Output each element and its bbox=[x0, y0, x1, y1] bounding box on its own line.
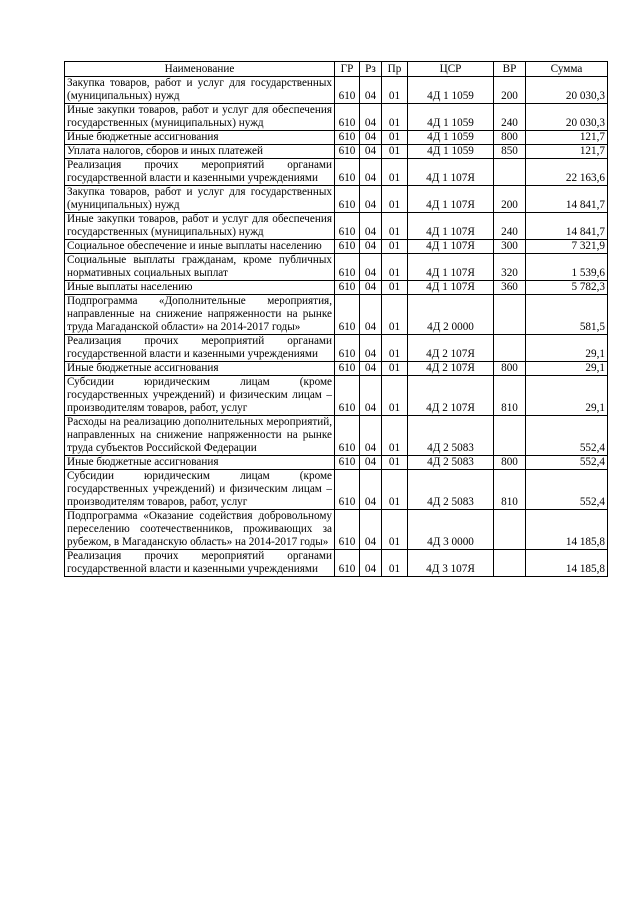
cell-rz: 04 bbox=[360, 186, 382, 213]
table-row bbox=[65, 281, 608, 295]
cell-name: Иные закупки товаров, работ и услуг для обеспечения государственных (муниципальных) нужд bbox=[65, 104, 335, 131]
cell-rz: 04 bbox=[360, 335, 382, 362]
cell-vr: 200 bbox=[494, 77, 526, 104]
cell-sum: 14 841,7 bbox=[526, 213, 608, 240]
cell-gr: 610 bbox=[335, 240, 360, 254]
cell-gr: 610 bbox=[335, 376, 360, 416]
cell-csr: 4Д 3 107Я bbox=[408, 550, 494, 577]
cell-gr: 610 bbox=[335, 470, 360, 510]
cell-gr: 610 bbox=[335, 295, 360, 335]
cell-pr: 01 bbox=[382, 470, 408, 510]
cell-name: Социальное обеспечение и иные выплаты населению bbox=[65, 240, 335, 254]
cell-pr: 01 bbox=[382, 145, 408, 159]
cell-csr: 4Д 1 107Я bbox=[408, 254, 494, 281]
cell-pr: 01 bbox=[382, 295, 408, 335]
cell-vr bbox=[494, 335, 526, 362]
cell-sum: 29,1 bbox=[526, 362, 608, 376]
cell-pr: 01 bbox=[382, 335, 408, 362]
cell-name: Реализация прочих мероприятий органами государственной власти и казенными учреждениями bbox=[65, 550, 335, 577]
cell-vr: 240 bbox=[494, 104, 526, 131]
cell-name: Иные бюджетные ассигнования bbox=[65, 131, 335, 145]
table-row bbox=[65, 145, 608, 159]
cell-name: Реализация прочих мероприятий органами государственной власти и казенными учреждениями bbox=[65, 335, 335, 362]
cell-gr: 610 bbox=[335, 145, 360, 159]
cell-csr: 4Д 1 1059 bbox=[408, 131, 494, 145]
cell-csr: 4Д 2 107Я bbox=[408, 376, 494, 416]
cell-pr: 01 bbox=[382, 550, 408, 577]
cell-gr: 610 bbox=[335, 550, 360, 577]
cell-name: Иные закупки товаров, работ и услуг для обеспечения государственных (муниципальных) нужд bbox=[65, 213, 335, 240]
cell-sum: 552,4 bbox=[526, 416, 608, 456]
cell-csr: 4Д 1 107Я bbox=[408, 213, 494, 240]
header-pr: Пр bbox=[382, 62, 408, 77]
cell-name: Уплата налогов, сборов и иных платежей bbox=[65, 145, 335, 159]
cell-csr: 4Д 1 107Я bbox=[408, 159, 494, 186]
cell-csr: 4Д 2 107Я bbox=[408, 362, 494, 376]
cell-gr: 610 bbox=[335, 362, 360, 376]
cell-rz: 04 bbox=[360, 416, 382, 456]
cell-sum: 581,5 bbox=[526, 295, 608, 335]
cell-csr: 4Д 3 0000 bbox=[408, 510, 494, 550]
table-header-row bbox=[65, 62, 608, 77]
table-row bbox=[65, 362, 608, 376]
cell-vr: 800 bbox=[494, 131, 526, 145]
cell-gr: 610 bbox=[335, 77, 360, 104]
cell-vr bbox=[494, 550, 526, 577]
cell-csr: 4Д 2 5083 bbox=[408, 456, 494, 470]
cell-sum: 22 163,6 bbox=[526, 159, 608, 186]
cell-pr: 01 bbox=[382, 159, 408, 186]
cell-rz: 04 bbox=[360, 213, 382, 240]
cell-gr: 610 bbox=[335, 131, 360, 145]
cell-pr: 01 bbox=[382, 376, 408, 416]
cell-pr: 01 bbox=[382, 131, 408, 145]
cell-pr: 01 bbox=[382, 104, 408, 131]
table-row bbox=[65, 254, 608, 281]
table-row bbox=[65, 295, 608, 335]
cell-sum: 29,1 bbox=[526, 335, 608, 362]
cell-rz: 04 bbox=[360, 104, 382, 131]
table-row bbox=[65, 186, 608, 213]
cell-vr: 300 bbox=[494, 240, 526, 254]
table-row bbox=[65, 550, 608, 577]
cell-gr: 610 bbox=[335, 159, 360, 186]
cell-vr: 850 bbox=[494, 145, 526, 159]
table-row bbox=[65, 159, 608, 186]
cell-gr: 610 bbox=[335, 104, 360, 131]
table-row bbox=[65, 213, 608, 240]
cell-gr: 610 bbox=[335, 510, 360, 550]
cell-name: Социальные выплаты гражданам, кроме публичных нормативных социальных выплат bbox=[65, 254, 335, 281]
cell-rz: 04 bbox=[360, 295, 382, 335]
cell-rz: 04 bbox=[360, 362, 382, 376]
cell-vr: 800 bbox=[494, 362, 526, 376]
header-gr: ГР bbox=[335, 62, 360, 77]
cell-rz: 04 bbox=[360, 470, 382, 510]
cell-gr: 610 bbox=[335, 254, 360, 281]
budget-table bbox=[64, 61, 608, 577]
cell-name: Закупка товаров, работ и услуг для государственных (муниципальных) нужд bbox=[65, 186, 335, 213]
cell-rz: 04 bbox=[360, 254, 382, 281]
cell-vr: 200 bbox=[494, 186, 526, 213]
cell-name: Субсидии юридическим лицам (кроме государственных учреждений) и физическим лицам – производителям товаров, работ, услуг bbox=[65, 470, 335, 510]
cell-gr: 610 bbox=[335, 281, 360, 295]
cell-rz: 04 bbox=[360, 77, 382, 104]
cell-pr: 01 bbox=[382, 456, 408, 470]
cell-gr: 610 bbox=[335, 186, 360, 213]
cell-sum: 552,4 bbox=[526, 456, 608, 470]
cell-name: Реализация прочих мероприятий органами государственной власти и казенными учреждениями bbox=[65, 159, 335, 186]
header-csr: ЦСР bbox=[408, 62, 494, 77]
cell-vr: 810 bbox=[494, 376, 526, 416]
cell-name: Иные бюджетные ассигнования bbox=[65, 456, 335, 470]
cell-vr: 360 bbox=[494, 281, 526, 295]
cell-sum: 7 321,9 bbox=[526, 240, 608, 254]
table-row bbox=[65, 376, 608, 416]
cell-vr: 320 bbox=[494, 254, 526, 281]
cell-csr: 4Д 1 107Я bbox=[408, 281, 494, 295]
cell-pr: 01 bbox=[382, 77, 408, 104]
cell-sum: 29,1 bbox=[526, 376, 608, 416]
cell-pr: 01 bbox=[382, 416, 408, 456]
table-row bbox=[65, 104, 608, 131]
cell-sum: 552,4 bbox=[526, 470, 608, 510]
cell-pr: 01 bbox=[382, 510, 408, 550]
cell-sum: 1 539,6 bbox=[526, 254, 608, 281]
cell-csr: 4Д 1 107Я bbox=[408, 186, 494, 213]
cell-rz: 04 bbox=[360, 131, 382, 145]
cell-sum: 14 185,8 bbox=[526, 550, 608, 577]
table-row bbox=[65, 470, 608, 510]
cell-name: Субсидии юридическим лицам (кроме государственных учреждений) и физическим лицам – производителям товаров, работ, услуг bbox=[65, 376, 335, 416]
cell-pr: 01 bbox=[382, 281, 408, 295]
cell-vr bbox=[494, 295, 526, 335]
cell-pr: 01 bbox=[382, 254, 408, 281]
cell-rz: 04 bbox=[360, 550, 382, 577]
cell-name: Закупка товаров, работ и услуг для государственных (муниципальных) нужд bbox=[65, 77, 335, 104]
cell-sum: 14 841,7 bbox=[526, 186, 608, 213]
cell-vr bbox=[494, 159, 526, 186]
cell-vr bbox=[494, 510, 526, 550]
cell-name: Иные бюджетные ассигнования bbox=[65, 362, 335, 376]
cell-rz: 04 bbox=[360, 376, 382, 416]
cell-csr: 4Д 2 107Я bbox=[408, 335, 494, 362]
cell-gr: 610 bbox=[335, 213, 360, 240]
header-vr: ВР bbox=[494, 62, 526, 77]
cell-csr: 4Д 1 1059 bbox=[408, 104, 494, 131]
cell-name: Подпрограмма «Оказание содействия добровольному переселению соотечественников, проживающих за рубежом, в Магаданскую область» на 2014-2017 годы» bbox=[65, 510, 335, 550]
cell-vr bbox=[494, 416, 526, 456]
table-row bbox=[65, 456, 608, 470]
cell-name: Расходы на реализацию дополнительных мероприятий, направленных на снижение напряженности на рынке труда субъектов Российской Федерации bbox=[65, 416, 335, 456]
cell-pr: 01 bbox=[382, 186, 408, 213]
cell-gr: 610 bbox=[335, 335, 360, 362]
cell-sum: 121,7 bbox=[526, 145, 608, 159]
cell-csr: 4Д 1 1059 bbox=[408, 77, 494, 104]
cell-rz: 04 bbox=[360, 240, 382, 254]
cell-vr: 800 bbox=[494, 456, 526, 470]
cell-csr: 4Д 2 5083 bbox=[408, 416, 494, 456]
cell-vr: 240 bbox=[494, 213, 526, 240]
cell-rz: 04 bbox=[360, 159, 382, 186]
header-rz: Рз bbox=[360, 62, 382, 77]
cell-vr: 810 bbox=[494, 470, 526, 510]
cell-csr: 4Д 1 107Я bbox=[408, 240, 494, 254]
cell-gr: 610 bbox=[335, 456, 360, 470]
cell-rz: 04 bbox=[360, 456, 382, 470]
cell-csr: 4Д 2 0000 bbox=[408, 295, 494, 335]
table-body bbox=[65, 77, 608, 577]
cell-name: Иные выплаты населению bbox=[65, 281, 335, 295]
header-name: Наименование bbox=[65, 62, 335, 77]
cell-rz: 04 bbox=[360, 145, 382, 159]
table-row bbox=[65, 510, 608, 550]
header-sum: Сумма bbox=[526, 62, 608, 77]
cell-gr: 610 bbox=[335, 416, 360, 456]
cell-rz: 04 bbox=[360, 281, 382, 295]
table-row bbox=[65, 240, 608, 254]
cell-rz: 04 bbox=[360, 510, 382, 550]
table-row bbox=[65, 131, 608, 145]
table-row bbox=[65, 335, 608, 362]
cell-csr: 4Д 2 5083 bbox=[408, 470, 494, 510]
cell-name: Подпрограмма «Дополнительные мероприятия, направленные на снижение напряженности на рынке труда Магаданской области» на 2014-2017 годы» bbox=[65, 295, 335, 335]
cell-pr: 01 bbox=[382, 240, 408, 254]
table-row bbox=[65, 77, 608, 104]
cell-sum: 20 030,3 bbox=[526, 104, 608, 131]
cell-sum: 20 030,3 bbox=[526, 77, 608, 104]
table-row bbox=[65, 416, 608, 456]
cell-pr: 01 bbox=[382, 213, 408, 240]
cell-sum: 5 782,3 bbox=[526, 281, 608, 295]
cell-csr: 4Д 1 1059 bbox=[408, 145, 494, 159]
cell-sum: 121,7 bbox=[526, 131, 608, 145]
cell-sum: 14 185,8 bbox=[526, 510, 608, 550]
cell-pr: 01 bbox=[382, 362, 408, 376]
